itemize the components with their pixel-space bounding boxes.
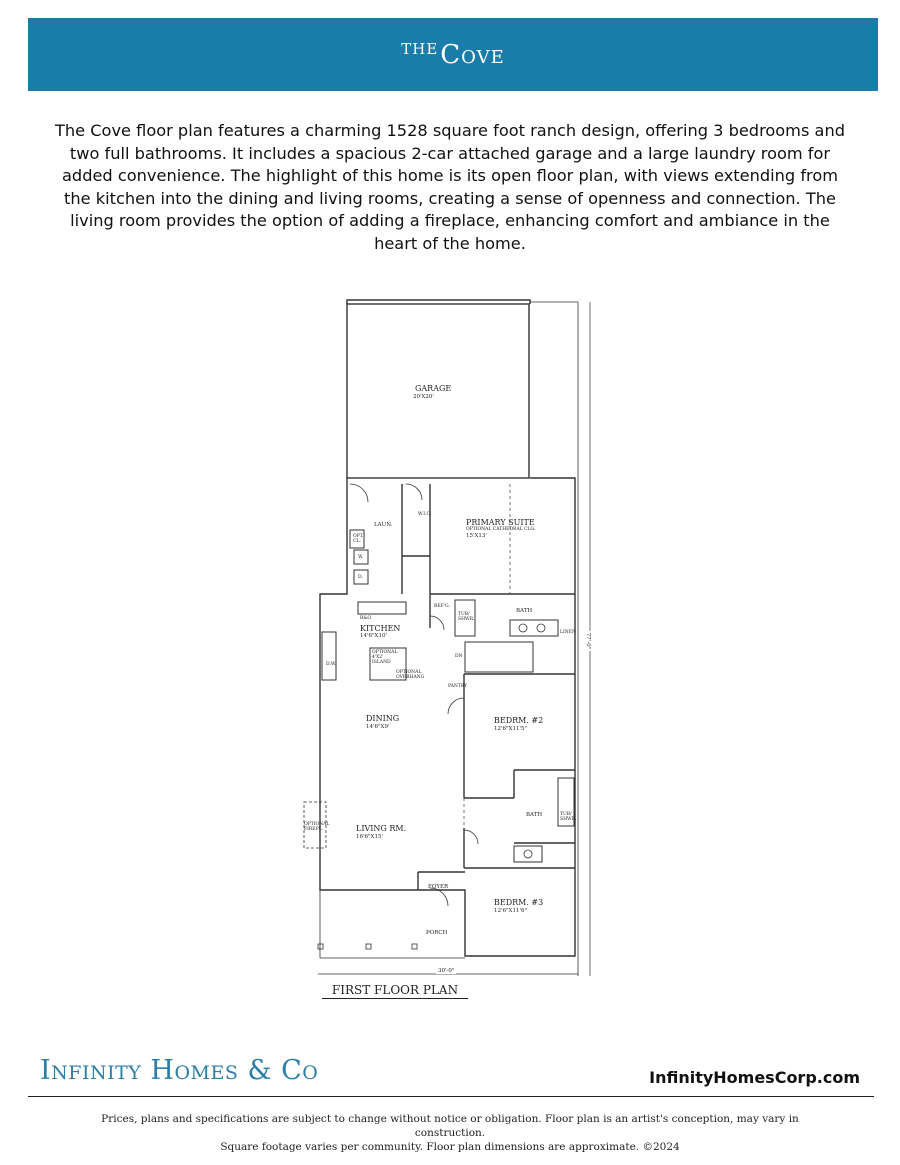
- bedroom-3-size: 12'6"X11'6": [494, 908, 527, 914]
- dishwasher-label: D.W.: [326, 662, 337, 667]
- disclaimer-line-2: Square footage varies per community. Floor plan dimensions are approximate. ©2024: [220, 1141, 680, 1153]
- living-room-size: 16'6"X15': [356, 834, 383, 840]
- primary-suite-note: OPTIONAL CATHEDRAL CLG.: [466, 527, 536, 532]
- dryer-label: D.: [358, 575, 363, 580]
- floor-plan-drawing: [290, 298, 610, 1003]
- floor-plan: [290, 298, 610, 1003]
- refrigerator-label: REF'G.: [434, 604, 450, 609]
- plan-description: The Cove floor plan features a charming 1528 square foot ranch design, offering 3 bedrooms and two full bathrooms. It includes a spacious 2-car attached garage and a large laundry room for added convenience. The highlight of this home is its open floor plan, with views extending from the kitchen into the dining and living rooms, creating a sense of openness and connection. The living room provides the option of adding a fireplace, enhancing comfort and ambiance in the heart of the home.: [54, 121, 845, 253]
- range-label: R&O: [360, 616, 372, 621]
- brand-logo: Infinity Homes & Co: [40, 1055, 319, 1086]
- dining-size: 14'6"X9': [366, 724, 390, 730]
- garage-label: GARAGE: [415, 384, 452, 393]
- disclaimer: [80, 1112, 820, 1154]
- bedroom-3-label: BEDRM. #3: [494, 898, 544, 907]
- foyer-label: FOYER: [428, 884, 449, 890]
- plan-caption: FIRST FLOOR PLAN: [322, 983, 468, 999]
- bedroom-2-size: 12'6"X11'5": [494, 726, 527, 732]
- optional-island-label: OPTIONAL 4'X2' ISLAND: [372, 650, 398, 665]
- opt-closet-label: OPT. CL.: [353, 534, 364, 544]
- disclaimer-line-1: Prices, plans and specifications are subject to change without notice or obligation. Floor plan is an artist's conception, may vary in construction.: [101, 1113, 799, 1139]
- title-banner: [28, 18, 878, 91]
- tub-shower-1-label: TUB/ SHWR.: [458, 612, 475, 622]
- kitchen-label: KITCHEN: [360, 624, 401, 633]
- title-prefix: THE: [401, 39, 439, 58]
- title-name: Cove: [440, 39, 505, 70]
- garage-size: 20'X20': [413, 394, 434, 400]
- bath-2-label: BATH: [526, 812, 543, 818]
- optional-overhang-label: OPTIONAL OVERHANG: [396, 670, 425, 680]
- optional-fireplace-label: OPTIONAL FIREPL.: [304, 822, 330, 832]
- wic-label: W.I.C.: [418, 512, 432, 517]
- washer-label: W.: [358, 555, 364, 560]
- footer-divider: [28, 1096, 874, 1097]
- dining-label: DINING: [366, 714, 400, 723]
- stair-down-label: DN: [455, 654, 463, 659]
- bath-1-label: BATH: [516, 608, 533, 614]
- primary-suite-label: PRIMARY SUITE: [466, 518, 535, 527]
- linen-label: LINEN: [560, 630, 576, 635]
- kitchen-size: 14'6"X10': [360, 633, 387, 639]
- porch-label: PORCH: [426, 930, 448, 936]
- width-dimension: 30'-0": [438, 968, 455, 974]
- laundry-label: LAUN.: [374, 522, 393, 528]
- primary-suite-size: 15'X13': [466, 533, 487, 539]
- living-room-label: LIVING RM.: [356, 824, 407, 833]
- tub-shower-2-label: TUB/ SHWR.: [560, 812, 577, 822]
- depth-dimension: 77'-0": [585, 632, 592, 650]
- pantry-label: PANTRY: [448, 684, 468, 689]
- bedroom-2-label: BEDRM. #2: [494, 716, 544, 725]
- page-title: [401, 40, 505, 70]
- website-link[interactable]: InfinityHomesCorp.com: [649, 1068, 860, 1087]
